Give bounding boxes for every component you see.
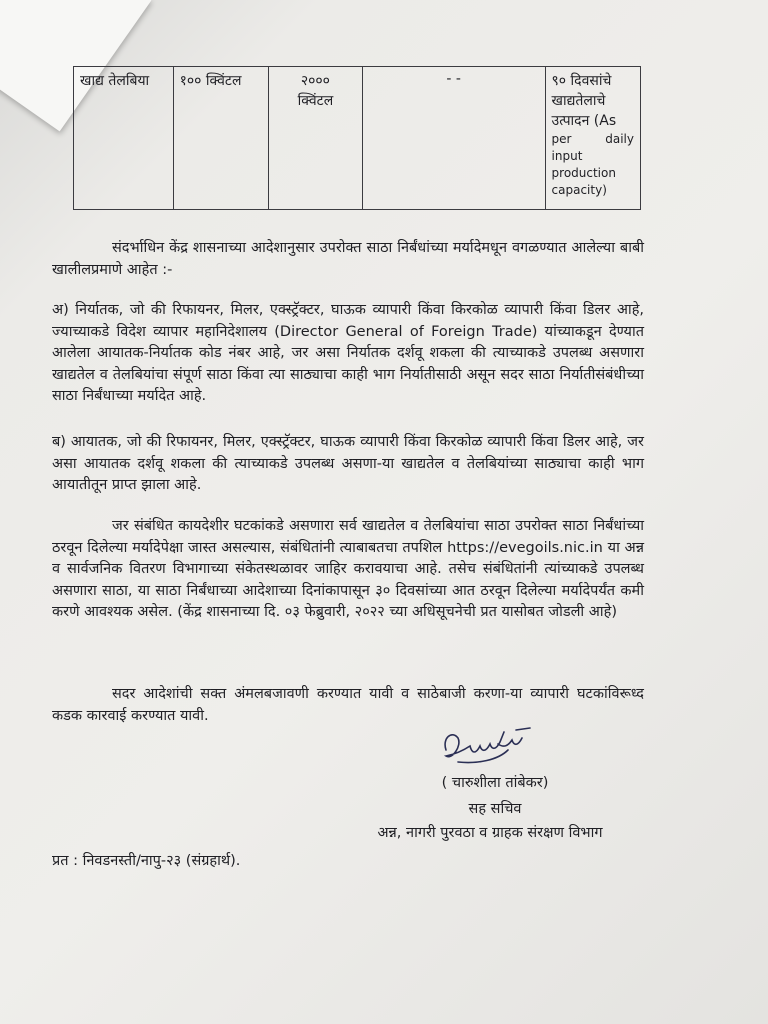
blank-cell: - -	[362, 67, 545, 210]
stock-limit-table	[73, 66, 641, 210]
exemption-a-paragraph: अ) निर्यातक, जो की रिफायनर, मिलर, एक्स्ट्रॅक्टर, घाऊक व्यापारी किंवा किरकोळ व्यापारी किंवा डिलर आहे, ज्याच्याकडे विदेश व्यापार महानिदेशालय (Director General of Foreign Trade) यांच्याकडून देण्यात आलेला आयातक-निर्यातक कोड नंबर आहे, जर असा निर्यातक दर्शवू शकला की त्याच्याकडे उपलब्ध असणारा खाद्यतेल व तेलबियांचा संपूर्ण साठा किंवा त्या साठ्याचा काही भाग निर्यातीसाठी असून सदर साठा निर्यातीसंबंधीच्या साठा निर्बंधाच्या मर्यादेत आहे.	[52, 302, 644, 404]
wholesale-limit-cell	[269, 67, 363, 210]
retail-limit-cell: १०० क्विंटल	[173, 67, 269, 210]
remark-line-2: खाद्यतेलाचे	[551, 93, 606, 109]
intro-paragraph: संदर्भाधिन केंद्र शासनाच्या आदेशानुसार उपरोक्त साठा निर्बंधांच्या मर्यादेमधून वगळण्यात आलेल्या बाबी खालीलप्रमाणे आहेत :-	[52, 240, 644, 278]
enforcement-paragraph: सदर आदेशांची सक्त अंमलबजावणी करण्यात यावी व साठेबाजी करणा-या व्यापारी घटकांविरूध्द कडक कारवाई करण्यात यावी.	[52, 686, 644, 724]
disclosure-paragraph: जर संबंधित कायदेशीर घटकांकडे असणारा सर्व खाद्यतेल व तेलबियांचा साठा उपरोक्त साठा निर्बंधांच्या ठरवून दिलेल्या मर्यादेपेक्षा जास्त असल्यास, संबंधितांनी त्याबाबतचा तपशिल https://evegoils.nic.in या अन्न व सार्वजनिक वितरण विभागाच्या संकेतस्थळावर जाहिर करावयाचा आहे. तसेच संबंधितांनी त्यांच्याकडे उपलब्ध असणारा साठा, या साठा निर्बंधाच्या आदेशाच्या दिनांकापासून ३० दिवसांच्या आत ठरवून दिलेल्या मर्यादेपर्यंत कमी करणे आवश्यक असेल. (केंद्र शासनाच्या दि. ०३ फेब्रुवारी, २०२२ च्या अधिसूचनेची प्रत यासोबत जोडली आहे)	[52, 518, 644, 620]
remark-cell	[545, 67, 640, 210]
handwritten-signature	[438, 720, 538, 772]
remark-line-3: उत्पादन (As	[551, 113, 617, 129]
remark-english: per daily input production capacity)	[551, 132, 634, 197]
copy-to-line: प्रत : निवडनस्ती/नापु-२३ (संग्रहार्थ).	[52, 853, 241, 869]
remark-line-1: ९० दिवसांचे	[551, 73, 612, 89]
signatory-department: अन्न, नागरी पुरवठा व ग्राहक संरक्षण विभाग	[377, 825, 603, 841]
item-cell: खाद्य तेलबिया	[74, 67, 174, 210]
wholesale-limit-unit: क्विंटल	[297, 93, 334, 109]
signatory-designation: सह सचिव	[468, 801, 522, 817]
table-row	[74, 67, 641, 210]
wholesale-limit-value: २०००	[300, 73, 330, 89]
exemption-b-paragraph: ब) आयातक, जो की रिफायनर, मिलर, एक्स्ट्रॅक्टर, घाऊक व्यापारी किंवा किरकोळ व्यापारी किंवा डिलर आहे, जर असा आयातक दर्शवू शकला की त्याच्याकडे उपलब्ध असणा-या खाद्यतेल व तेलबियांच्या साठ्याचा काही भाग आयातीतून प्राप्त झाला आहे.	[52, 434, 644, 493]
signatory-name: ( चारुशीला तांबेकर)	[441, 775, 549, 791]
